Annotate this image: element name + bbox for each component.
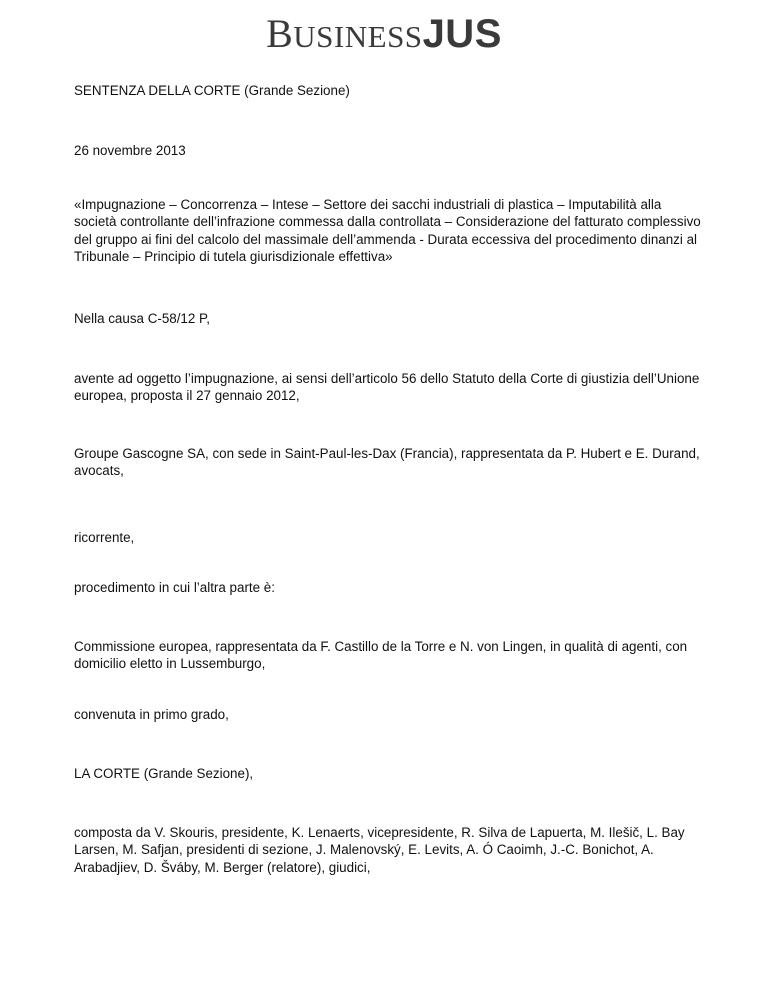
business-jus-logo bbox=[0, 11, 768, 56]
appellant-role: ricorrente, bbox=[74, 530, 135, 545]
logo-jus: JUS bbox=[422, 12, 502, 56]
court-heading: LA CORTE (Grande Sezione), bbox=[74, 766, 254, 781]
document-heading: SENTENZA DELLA CORTE (Grande Sezione) bbox=[74, 83, 350, 98]
appellant-party: Groupe Gascogne SA, con sede in Saint-Paul-les-Dax (Francia), rappresentata da P. Hubert e E. Durand, avocats, bbox=[74, 446, 700, 479]
logo-business-rest: USINESS bbox=[293, 19, 423, 54]
other-party-intro: procedimento in cui l’altra parte è: bbox=[74, 580, 275, 595]
logo-business-initial: B bbox=[266, 11, 294, 56]
document-subject: «Impugnazione – Concorrenza – Intese – Settore dei sacchi industriali di plastica – Imputabilità alla società controllante dell’infrazione commessa dalla controllata – Considerazione del fatturato complessivo del gruppo ai fini del calcolo del massimale dell’ammenda - Durata eccessiva del procedimento dinanzi al Tribunale – Principio di tutela giurisdizionale effettiva» bbox=[74, 197, 701, 265]
court-composition: composta da V. Skouris, presidente, K. Lenaerts, vicepresidente, R. Silva de Lapuerta, M. Ilešič, L. Bay Larsen, M. Safjan, presidenti di sezione, J. Malenovský, E. Levits, A. Ó Caoimh, J.-C. Bonichot, A. Arabadjiev, D. Šváby, M. Berger (relatore), giudici, bbox=[74, 825, 685, 875]
logo-business bbox=[266, 11, 422, 56]
appeal-description: avente ad oggetto l’impugnazione, ai sensi dell’articolo 56 dello Statuto della Corte di giustizia dell’Unione europea, proposta il 27 gennaio 2012, bbox=[74, 371, 700, 404]
case-number: Nella causa C-58/12 P, bbox=[74, 311, 210, 326]
respondent-party: Commissione europea, rappresentata da F. Castillo de la Torre e N. von Lingen, in qualità di agenti, con domicilio eletto in Lussemburgo, bbox=[74, 639, 688, 672]
respondent-role: convenuta in primo grado, bbox=[74, 707, 229, 722]
document-date: 26 novembre 2013 bbox=[74, 143, 186, 158]
